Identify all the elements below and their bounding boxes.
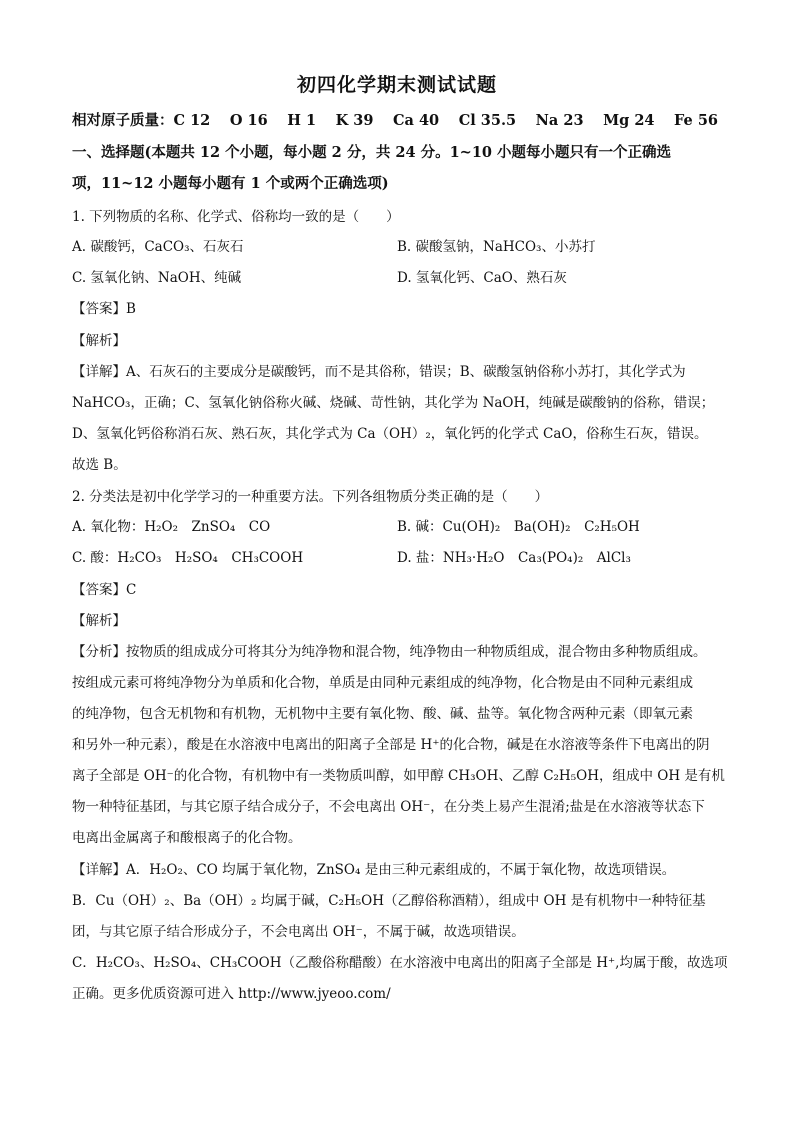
q2-analysis-label: 【解析】	[72, 613, 126, 629]
q2-fenxi-line-6: 物一种特征基团，与其它原子结合成分子，不会电离出 OH⁻，在分类上易产生混淆;盐是在水溶液等状态下	[72, 799, 705, 815]
q2-option-c: C. 酸：H₂CO₃ H₂SO₄ CH₃COOH	[72, 550, 304, 566]
q1-option-b: B. 碳酸氢钠，NaHCO₃、小苏打	[397, 239, 596, 255]
q2-fenxi-line-2: 按组成元素可将纯净物分为单质和化合物，单质是由同种元素组成的纯净物，化合物是由不同种元素组成	[72, 675, 693, 691]
q1-detail-line-1: 【详解】A、石灰石的主要成分是碳酸钙，而不是其俗称，错误；B、碳酸氢钠俗称小苏打，其化学式为	[72, 364, 686, 380]
q2-detail-line-3: 团，与其它原子结合形成分子，不会电离出 OH⁻，不属于碱，故选项错误。	[72, 924, 525, 940]
q2-fenxi-line-4: 和另外一种元素），酸是在水溶液中电离出的阳离子全部是 H⁺的化合物，碱是在水溶液等条件下电离出的阴	[72, 737, 710, 753]
q1-option-c: C. 氢氧化钠、NaOH、纯碱	[72, 270, 242, 286]
q2-detail-line-4: C．H₂CO₃、H₂SO₄、CH₃COOH（乙酸俗称醋酸）在水溶液中电离出的阳离子全部是 H⁺,均属于酸，故选项	[72, 955, 728, 971]
atomic-mass-line: 相对原子质量：C 12 O 16 H 1 K 39 Ca 40 Cl 35.5 Na 23 Mg 24 Fe 56	[72, 112, 718, 129]
q2-stem: 2. 分类法是初中化学学习的一种重要方法。下列各组物质分类正确的是（ ）	[72, 489, 549, 505]
q2-detail-line-5: 正确。更多优质资源可进入 http://www.jyeoo.com/	[72, 986, 391, 1002]
q2-answer: 【答案】C	[72, 582, 137, 598]
page-title: 初四化学期末测试试题	[296, 74, 497, 96]
q1-detail-line-2: NaHCO₃，正确；C、氢氧化钠俗称火碱、烧碱、苛性钠，其化学为 NaOH，纯碱是碳酸钠的俗称，错误；	[72, 395, 715, 411]
section-heading-line-1: 一、选择题(本题共 12 个小题，每小题 2 分，共 24 分。1~10 小题每小题只有一个正确选	[72, 144, 672, 161]
q1-analysis-label: 【解析】	[72, 333, 126, 349]
q2-detail-line-1: 【详解】A．H₂O₂、CO 均属于氧化物，ZnSO₄ 是由三种元素组成的，不属于氧化物，故选项错误。	[72, 862, 676, 878]
q1-option-a: A. 碳酸钙，CaCO₃、石灰石	[72, 239, 244, 255]
q2-detail-line-2: B．Cu（OH）₂、Ba（OH）₂ 均属于碱，C₂H₅OH（乙醇俗称酒精），组成中 OH 是有机物中一种特征基	[72, 893, 706, 909]
q1-stem: 1. 下列物质的名称、化学式、俗称均一致的是（ ）	[72, 209, 400, 225]
q2-fenxi-line-1: 【分析】按物质的组成成分可将其分为纯净物和混合物，纯净物由一种物质组成，混合物由多种物质组成。	[72, 644, 707, 660]
q1-answer: 【答案】B	[72, 301, 136, 317]
q2-option-a: A. 氧化物：H₂O₂ ZnSO₄ CO	[72, 519, 271, 535]
q2-fenxi-line-3: 的纯净物，包含无机物和有机物，无机物中主要有氧化物、酸、碱、盐等。氧化物含两种元素（即氧元素	[72, 706, 693, 722]
q2-fenxi-line-5: 离子全部是 OH⁻的化合物，有机物中有一类物质叫醇，如甲醇 CH₃OH、乙醇 C₂H₅OH，组成中 OH 是有机	[72, 768, 725, 784]
q1-detail-line-4: 故选 B。	[72, 457, 127, 473]
section-heading-line-2: 项，11~12 小题每小题有 1 个或两个正确选项)	[72, 175, 389, 192]
q2-fenxi-line-7: 电离出金属离子和酸根离子的化合物。	[72, 830, 302, 846]
q2-option-d: D. 盐：NH₃·H₂O Ca₃(PO₄)₂ AlCl₃	[397, 550, 631, 566]
q1-detail-line-3: D、氢氧化钙俗称消石灰、熟石灰，其化学式为 Ca（OH）₂，氧化钙的化学式 CaO，俗称生石灰，错误。	[72, 426, 708, 442]
q2-option-b: B. 碱：Cu(OH)₂ Ba(OH)₂ C₂H₅OH	[397, 519, 640, 535]
q1-option-d: D. 氢氧化钙、CaO、熟石灰	[397, 270, 567, 286]
